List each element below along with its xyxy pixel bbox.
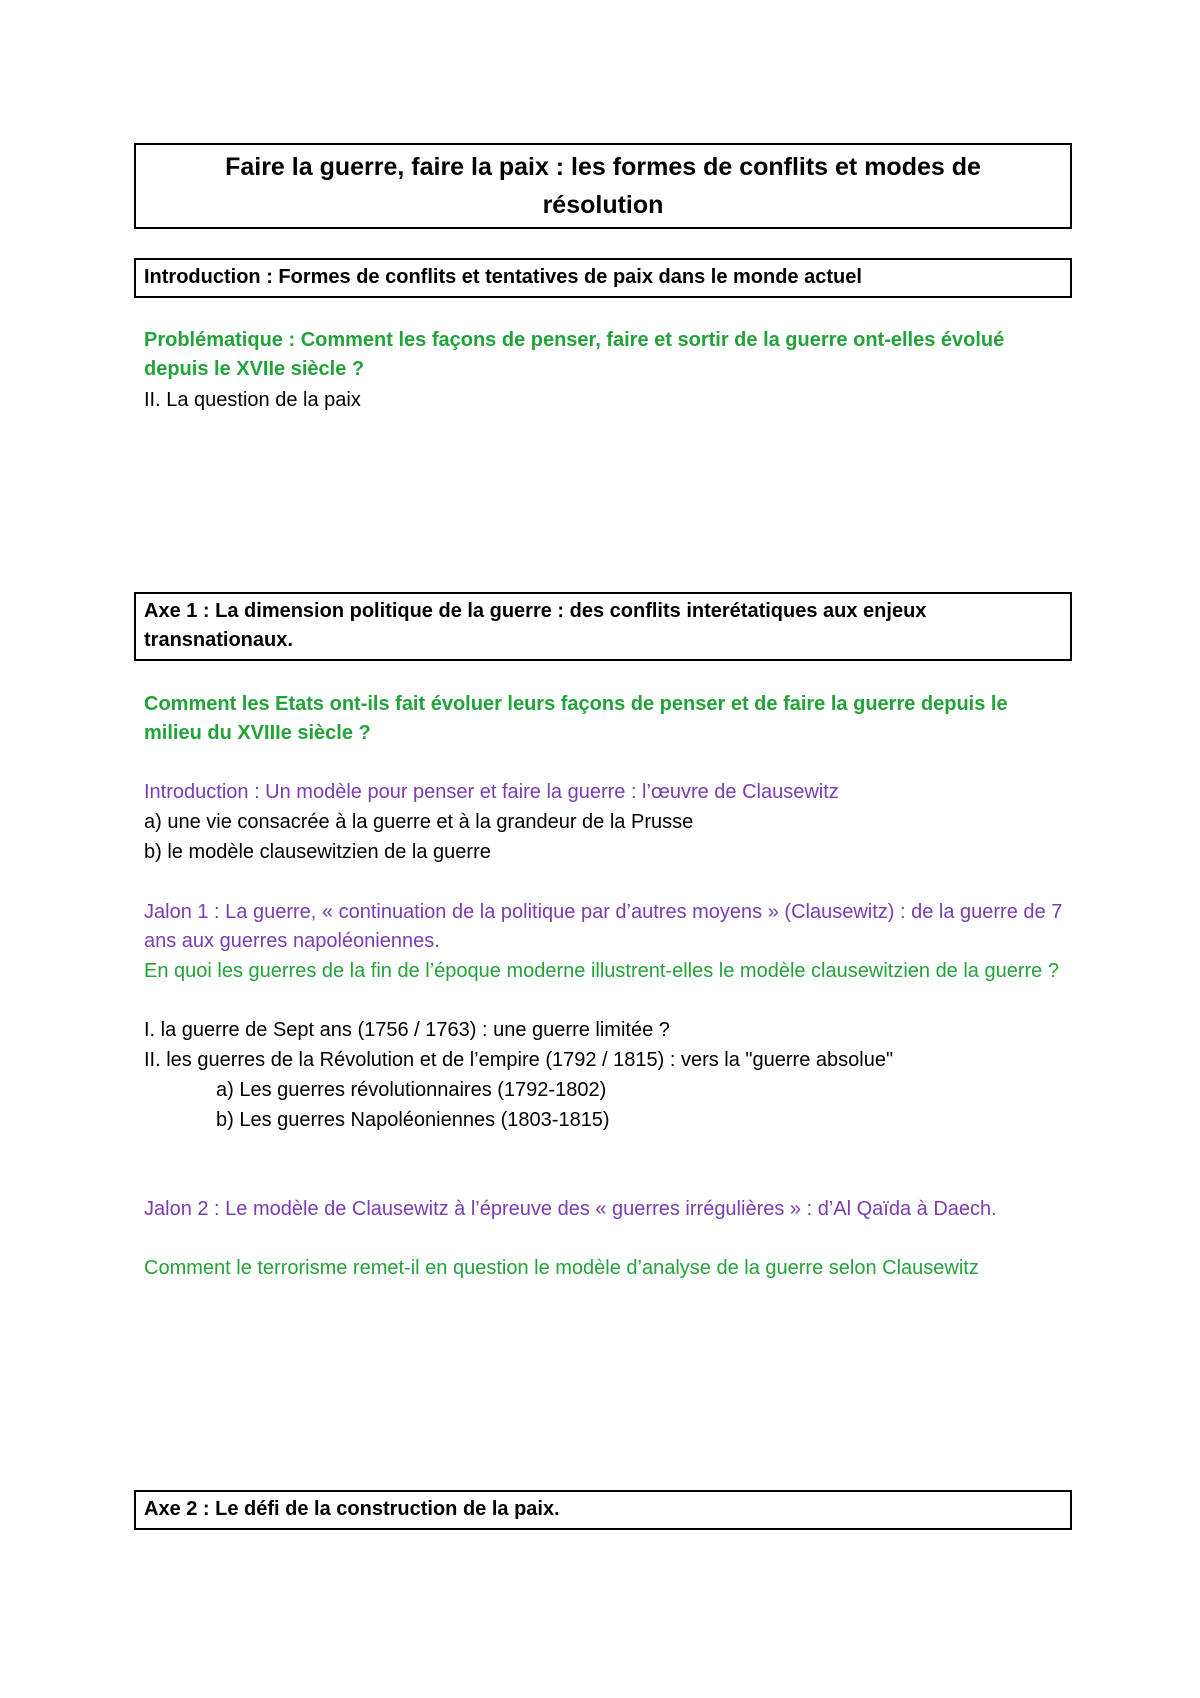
axe1-question: Comment les Etats ont-ils fait évoluer leurs façons de penser et de faire la guerre depuis le milieu du XVIIIe siècle ? xyxy=(144,693,1008,744)
axe2-heading-box xyxy=(134,1490,1072,1530)
axe1-intro-a: a) une vie consacrée à la guerre et à la grandeur de la Prusse xyxy=(144,811,694,833)
problematique: Problématique : Comment les façons de penser, faire et sortir de la guerre ont-elles évolué depuis le XVIIe siècle ? xyxy=(144,329,1005,380)
axe1-heading-box xyxy=(134,592,1072,661)
jalon1-title: Jalon 1 : La guerre, « continuation de la politique par d’autres moyens » (Clausewitz) : de la guerre de 7 ans aux guerres napoléoniennes. xyxy=(144,901,1063,952)
jalon1-point-2b: b) Les guerres Napoléoniennes (1803-1815) xyxy=(216,1109,610,1131)
axe1-intro-title: Introduction : Un modèle pour penser et faire la guerre : l’œuvre de Clausewitz xyxy=(144,781,839,803)
document-title-box xyxy=(134,143,1072,229)
jalon1-point-1: I. la guerre de Sept ans (1756 / 1763) : une guerre limitée ? xyxy=(144,1019,670,1041)
jalon1-point-2: II. les guerres de la Révolution et de l’empire (1792 / 1815) : vers la "guerre absolue" xyxy=(144,1049,894,1071)
jalon2-question: Comment le terrorisme remet-il en question le modèle d’analyse de la guerre selon Clausewitz xyxy=(144,1257,979,1279)
axe1-heading: Axe 1 : La dimension politique de la guerre : des conflits interétatiques aux enjeux transnationaux. xyxy=(144,600,927,651)
document-title: Faire la guerre, faire la paix : les formes de conflits et modes de résolution xyxy=(225,153,981,219)
axe2-heading: Axe 2 : Le défi de la construction de la paix. xyxy=(144,1498,560,1520)
intro-heading: Introduction : Formes de conflits et tentatives de paix dans le monde actuel xyxy=(144,266,862,288)
jalon1-point-2a: a) Les guerres révolutionnaires (1792-1802) xyxy=(216,1079,607,1101)
jalon1-question: En quoi les guerres de la fin de l’époque moderne illustrent-elles le modèle clausewitzien de la guerre ? xyxy=(144,960,1059,982)
axe1-intro-b: b) le modèle clausewitzien de la guerre xyxy=(144,841,491,863)
jalon2-title: Jalon 2 : Le modèle de Clausewitz à l’épreuve des « guerres irrégulières » : d’Al Qaïda à Daech. xyxy=(144,1198,997,1220)
intro-point-2: II. La question de la paix xyxy=(144,389,361,411)
intro-heading-box xyxy=(134,258,1072,298)
